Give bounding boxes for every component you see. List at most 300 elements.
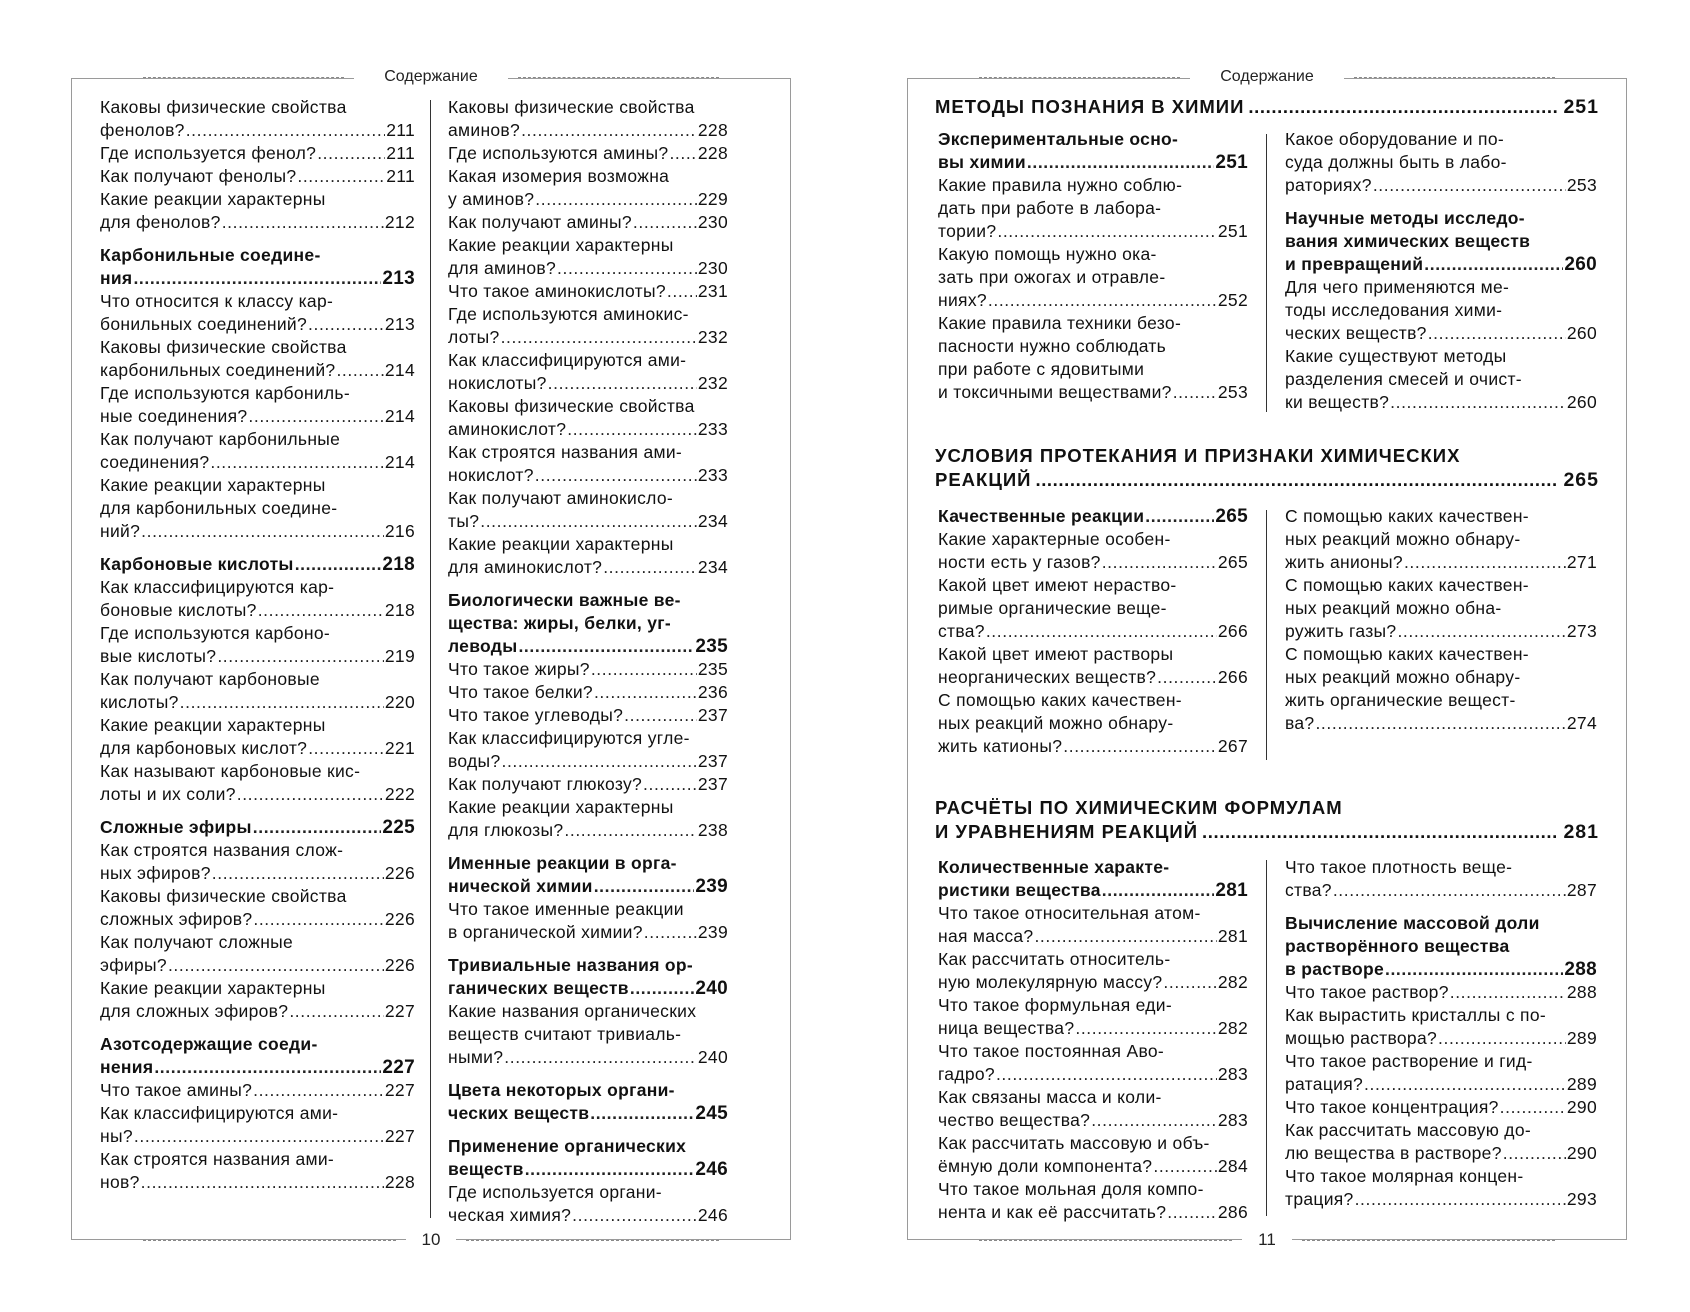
dot-leader — [133, 267, 381, 290]
entry-line: Как классифицируются угле- — [448, 728, 690, 748]
entry-line: Как классифицируются ами- — [100, 1103, 339, 1123]
entry-line: воды? — [448, 751, 501, 771]
entry-line: суда должны быть в лабо- — [1285, 152, 1507, 172]
entry-line: Где используются аминокис- — [448, 304, 689, 324]
toc-column-right-1 — [938, 505, 1248, 758]
toc-entry — [1285, 128, 1597, 197]
entry-last-line — [448, 819, 728, 842]
entry-last-line — [100, 211, 415, 234]
chapter-line: РЕАКЦИЙ — [935, 469, 1032, 490]
toc-entry — [448, 303, 728, 349]
page-ref: 233 — [697, 419, 728, 439]
entry-line: Азотсодержащие соеди- — [100, 1034, 318, 1054]
page-ref: 216 — [384, 521, 415, 541]
chapter-last-line — [935, 468, 1599, 492]
entry-last-line — [100, 359, 415, 382]
entry-line: нической химии — [448, 876, 593, 896]
entry-line: Какая изомерия возможна — [448, 166, 670, 186]
toc-entry — [1285, 1165, 1597, 1211]
entry-last-line — [1285, 1096, 1597, 1119]
entry-line: Сложные эфиры — [100, 817, 252, 837]
toc-entry — [448, 234, 728, 280]
entry-line: разделения смесей и очист- — [1285, 369, 1522, 389]
entry-last-line — [448, 510, 728, 533]
dot-leader — [141, 520, 384, 543]
entry-line: ные соединения? — [100, 406, 248, 426]
dot-leader — [591, 658, 697, 681]
page-ref: 239 — [695, 876, 728, 897]
page-ref: 283 — [1217, 1110, 1248, 1130]
toc-entry — [938, 994, 1248, 1040]
entry-line: ства? — [1285, 880, 1332, 900]
dot-leader — [567, 418, 697, 441]
entry-line: Как вырастить кристаллы с по- — [1285, 1005, 1546, 1025]
entry-line: Какую помощь нужно ока- — [938, 244, 1157, 264]
entry-line: Где используются карбоно- — [100, 623, 331, 643]
entry-line: ниях? — [938, 290, 987, 310]
dot-leader — [1364, 1073, 1566, 1096]
dot-leader — [1355, 1188, 1566, 1211]
entry-line: для карбоновых кислот? — [100, 738, 308, 758]
toc-section — [100, 553, 415, 576]
entry-line: Что такое именные реакции — [448, 899, 684, 919]
entry-line: Как рассчитать массовую и объ- — [938, 1133, 1210, 1153]
entry-last-line — [100, 1056, 415, 1079]
entry-line: Как получают амины? — [448, 212, 632, 232]
entry-line: тоды исследования хими- — [1285, 300, 1503, 320]
entry-line: ческих веществ? — [1285, 323, 1427, 343]
entry-line: Каковы физические свойства — [448, 396, 695, 416]
entry-line: ница вещества? — [938, 1018, 1075, 1038]
page-ref: 211 — [386, 166, 415, 186]
entry-line: Какие реакции характерны — [100, 715, 326, 735]
page-ref: 260 — [1564, 254, 1597, 275]
dot-leader — [1063, 735, 1217, 758]
entry-line: Качественные реакции — [938, 506, 1145, 526]
toc-entry — [1285, 345, 1597, 414]
toc-entry — [938, 528, 1248, 574]
page-ref: 225 — [382, 817, 415, 838]
dot-leader — [1157, 666, 1217, 689]
entry-line: нокислоты? — [448, 373, 547, 393]
entry-last-line — [100, 816, 415, 839]
page-ref: 293 — [1566, 1189, 1597, 1209]
entry-line: в органической химии? — [448, 922, 643, 942]
toc-section — [448, 589, 728, 658]
toc-entry — [100, 142, 415, 165]
entry-line: Какие реакции характерны — [448, 534, 674, 554]
toc-entry — [938, 948, 1248, 994]
page-ref: 251 — [1217, 221, 1248, 241]
entry-line: Какие реакции характерны — [100, 475, 326, 495]
toc-column-right-2 — [1285, 128, 1597, 414]
page-ref: 265 — [1217, 552, 1248, 572]
entry-line: Как рассчитать относитель- — [938, 949, 1171, 969]
entry-last-line — [448, 704, 728, 727]
toc-entry — [100, 96, 415, 142]
dot-leader — [1163, 971, 1216, 994]
toc-entry — [100, 760, 415, 806]
entry-last-line — [448, 658, 728, 681]
toc-entry — [448, 898, 728, 944]
entry-last-line — [448, 211, 728, 234]
entry-line: Какие правила нужно соблю- — [938, 175, 1183, 195]
page-ref: 252 — [1217, 290, 1248, 310]
dot-leader — [217, 645, 384, 668]
dot-leader — [212, 862, 384, 885]
entry-last-line — [448, 464, 728, 487]
page-number — [907, 1227, 1627, 1253]
entry-line: для аминокислот? — [448, 557, 603, 577]
dot-leader — [336, 359, 383, 382]
toc-entry — [448, 681, 728, 704]
toc-entry — [1285, 643, 1597, 735]
entry-last-line — [1285, 322, 1597, 345]
entry-line: Как получают аминокисло- — [448, 488, 673, 508]
dot-leader — [667, 280, 697, 303]
dot-leader — [308, 737, 384, 760]
entry-line: боновые кислоты? — [100, 600, 257, 620]
entry-line: для карбонильных соедине- — [100, 498, 338, 518]
entry-last-line — [100, 313, 415, 336]
entry-line: Какие реакции характерны — [100, 189, 326, 209]
page-ref: 226 — [384, 863, 415, 883]
chapter-line: УСЛОВИЯ ПРОТЕКАНИЯ И ПРИЗНАКИ ХИМИЧЕСКИХ — [935, 445, 1461, 466]
entry-last-line — [100, 451, 415, 474]
entry-line: Как получают глюкозу? — [448, 774, 643, 794]
entry-line: жить анионы? — [1285, 552, 1403, 572]
entry-last-line — [448, 119, 728, 142]
entry-line: С помощью каких качествен- — [1285, 644, 1529, 664]
toc-entry — [1285, 856, 1597, 902]
entry-last-line — [448, 750, 728, 773]
dot-leader — [1173, 381, 1217, 404]
toc-entry — [938, 1178, 1248, 1224]
entry-line: ных реакций можно обнару- — [1285, 529, 1521, 549]
toc-entry — [100, 839, 415, 885]
dot-leader — [237, 783, 384, 806]
entry-line: ных реакций можно обнару- — [1285, 667, 1521, 687]
page-ref: 238 — [697, 820, 728, 840]
toc-entry — [100, 474, 415, 543]
dot-leader — [564, 819, 696, 842]
page-ref: 260 — [1566, 323, 1597, 343]
entry-line: С помощью каких качествен- — [1285, 506, 1529, 526]
toc-section — [938, 505, 1248, 528]
toc-entry — [100, 188, 415, 234]
entry-line: Что такое белки? — [448, 682, 593, 702]
entry-line: Что такое раствор? — [1285, 982, 1449, 1002]
entry-line: Каковы физические свойства — [100, 97, 347, 117]
entry-line: Что такое относительная атом- — [938, 903, 1201, 923]
dot-leader — [1034, 925, 1216, 948]
dot-leader — [1102, 879, 1215, 902]
page-ref: 246 — [695, 1159, 728, 1180]
entry-last-line — [1285, 1073, 1597, 1096]
dot-leader — [253, 1079, 384, 1102]
entry-line: Где используется фенол? — [100, 143, 317, 163]
page-ref: 266 — [1217, 621, 1248, 641]
page-ref: 227 — [384, 1080, 415, 1100]
entry-line: Как называют карбоновые кис- — [100, 761, 361, 781]
entry-line: Что относится к классу кар- — [100, 291, 334, 311]
entry-line: Где используется органи- — [448, 1182, 662, 1202]
entry-line: Как получают фенолы? — [100, 166, 297, 186]
toc-entry — [1285, 276, 1597, 345]
entry-last-line — [1285, 712, 1597, 735]
page-ref: 212 — [384, 212, 415, 232]
toc-entry — [448, 395, 728, 441]
toc-entry — [1285, 1096, 1597, 1119]
page-ref: 228 — [384, 1172, 415, 1192]
entry-last-line — [100, 520, 415, 543]
entry-last-line — [1285, 1188, 1597, 1211]
entry-line: веществ считают тривиаль- — [448, 1024, 682, 1044]
dot-leader — [1248, 95, 1559, 119]
entry-line: неорганических веществ? — [938, 667, 1157, 687]
entry-last-line — [448, 372, 728, 395]
dot-leader — [501, 750, 696, 773]
entry-last-line — [448, 556, 728, 579]
dot-leader — [633, 211, 697, 234]
dot-leader — [997, 220, 1217, 243]
toc-entry — [448, 533, 728, 579]
dot-leader — [168, 954, 384, 977]
dot-leader — [186, 119, 385, 142]
entry-line: эфиры? — [100, 955, 167, 975]
entry-last-line — [938, 925, 1248, 948]
chapter-line: РАСЧЁТЫ ПО ХИМИЧЕСКИМ ФОРМУЛАМ — [935, 797, 1343, 818]
entry-last-line — [938, 1201, 1248, 1224]
dot-leader — [1500, 1096, 1566, 1119]
entry-last-line — [100, 1125, 415, 1148]
running-head — [907, 64, 1627, 90]
entry-line: лоты и их соли? — [100, 784, 236, 804]
toc-entry — [448, 487, 728, 533]
dot-leader — [289, 1000, 384, 1023]
entry-line: ческих веществ — [448, 1103, 590, 1123]
entry-last-line — [100, 119, 415, 142]
entry-line: Какие названия органических — [448, 1001, 697, 1021]
page-ref: 228 — [697, 143, 728, 163]
entry-last-line — [448, 635, 728, 658]
entry-line: для сложных эфиров? — [100, 1001, 289, 1021]
entry-line: Как получают карбоновые — [100, 669, 320, 689]
toc-entry — [448, 349, 728, 395]
entry-last-line — [448, 257, 728, 280]
toc-section — [938, 128, 1248, 174]
entry-last-line — [938, 381, 1248, 404]
entry-line: Экспериментальные осно- — [938, 129, 1179, 149]
dot-leader — [253, 816, 382, 839]
toc-entry — [938, 1132, 1248, 1178]
entry-line: Какие правила техники безо- — [938, 313, 1182, 333]
dot-leader — [669, 142, 696, 165]
entry-last-line — [100, 783, 415, 806]
dot-leader — [594, 875, 695, 898]
entry-last-line — [938, 1063, 1248, 1086]
toc-entry — [1285, 574, 1597, 643]
entry-line: Как строятся названия слож- — [100, 840, 344, 860]
entry-line: нокислот? — [448, 465, 534, 485]
entry-line: и превращений — [1285, 254, 1424, 274]
toc-entry — [100, 668, 415, 714]
column-divider — [1266, 510, 1267, 760]
entry-line: ний? — [100, 521, 141, 541]
toc-entry — [1285, 981, 1597, 1004]
entry-last-line — [448, 773, 728, 796]
dot-leader — [248, 405, 383, 428]
page-ref: 251 — [1215, 152, 1248, 173]
entry-line: гадро? — [938, 1064, 995, 1084]
entry-last-line — [448, 142, 728, 165]
toc-entry — [448, 441, 728, 487]
chapter-heading — [935, 95, 1599, 119]
entry-last-line — [100, 1171, 415, 1194]
toc-section — [448, 1135, 728, 1181]
entry-line: ны? — [100, 1126, 133, 1146]
dot-leader — [572, 1204, 697, 1227]
dot-leader — [548, 372, 697, 395]
page-ref: 214 — [384, 452, 415, 472]
entry-line: ки веществ? — [1285, 392, 1390, 412]
entry-line: Для чего применяются ме- — [1285, 277, 1510, 297]
entry-last-line — [938, 620, 1248, 643]
dot-leader — [986, 620, 1217, 643]
entry-line: у аминов? — [448, 189, 535, 209]
entry-line: мощью раствора? — [1285, 1028, 1438, 1048]
entry-line: лю вещества в растворе? — [1285, 1143, 1502, 1163]
entry-line: Что такое углеводы? — [448, 705, 624, 725]
page-ref: 231 — [697, 281, 728, 301]
toc-entry — [448, 1000, 728, 1069]
toc-entry — [448, 658, 728, 681]
entry-line: жить катионы? — [938, 736, 1063, 756]
entry-line: ная масса? — [938, 926, 1034, 946]
dot-leader — [590, 1102, 694, 1125]
page-ref: 287 — [1566, 880, 1597, 900]
entry-line: чество вещества? — [938, 1110, 1091, 1130]
page-ref: 237 — [697, 774, 728, 794]
toc-entry — [938, 689, 1248, 758]
entry-line: нента и как её рассчитать? — [938, 1202, 1167, 1222]
entry-line: Что такое мольная доля компо- — [938, 1179, 1204, 1199]
toc-entry — [100, 290, 415, 336]
dot-leader — [644, 921, 697, 944]
entry-line: Что такое формульная еди- — [938, 995, 1172, 1015]
entry-last-line — [938, 289, 1248, 312]
entry-last-line — [100, 267, 415, 290]
dot-leader — [557, 257, 697, 280]
page-ref: 237 — [697, 751, 728, 771]
page-ref: 271 — [1566, 552, 1597, 572]
dot-leader — [141, 1171, 384, 1194]
page-ref: 283 — [1217, 1064, 1248, 1084]
running-head-text: Содержание — [1190, 68, 1344, 86]
entry-last-line — [448, 188, 728, 211]
entry-line: тории? — [938, 221, 997, 241]
dot-leader — [535, 188, 697, 211]
entry-last-line — [100, 862, 415, 885]
toc-section — [100, 1033, 415, 1079]
dot-leader — [1390, 391, 1566, 414]
chapter-heading — [935, 796, 1599, 844]
entry-line: ческая химия? — [448, 1205, 572, 1225]
page-ref: 228 — [697, 120, 728, 140]
entry-line: Как рассчитать массовую до- — [1285, 1120, 1531, 1140]
entry-last-line — [938, 1155, 1248, 1178]
entry-line: ния — [100, 268, 133, 288]
entry-last-line — [448, 1158, 728, 1181]
page-ref: 220 — [384, 692, 415, 712]
entry-last-line — [448, 977, 728, 1000]
entry-line: Как получают карбонильные — [100, 429, 341, 449]
entry-line: ных эфиров? — [100, 863, 211, 883]
entry-line: ристики вещества — [938, 880, 1101, 900]
entry-last-line — [938, 971, 1248, 994]
page-ref: 267 — [1217, 736, 1248, 756]
entry-line: для глюкозы? — [448, 820, 564, 840]
entry-line: Как классифицируются ами- — [448, 350, 687, 370]
page-number-text: 11 — [1242, 1230, 1292, 1250]
entry-line: Что такое амины? — [100, 1080, 253, 1100]
page-ref: 232 — [697, 327, 728, 347]
page-ref: 290 — [1566, 1143, 1597, 1163]
entry-line: трация? — [1285, 1189, 1354, 1209]
toc-entry — [938, 643, 1248, 689]
entry-line: ства? — [938, 621, 985, 641]
page-ref: 218 — [384, 600, 415, 620]
column-divider — [1266, 860, 1267, 1216]
page-ref: 233 — [697, 465, 728, 485]
entry-last-line — [100, 553, 415, 576]
entry-last-line — [938, 220, 1248, 243]
page-ref: 211 — [386, 143, 415, 163]
entry-line: Как строятся названия ами- — [448, 442, 683, 462]
page-ref: 251 — [1563, 96, 1599, 118]
entry-last-line — [100, 954, 415, 977]
page-ref: 229 — [697, 189, 728, 209]
page-ref: 253 — [1566, 175, 1597, 195]
entry-line: Как связаны масса и коли- — [938, 1087, 1162, 1107]
entry-line: Количественные характе- — [938, 857, 1170, 877]
entry-line: веществ — [448, 1159, 524, 1179]
entry-line: дать при работе в лабора- — [938, 198, 1162, 218]
dot-leader — [180, 691, 384, 714]
entry-line: ты? — [448, 511, 480, 531]
toc-entry — [448, 142, 728, 165]
page-ref: 226 — [384, 955, 415, 975]
entry-last-line — [448, 681, 728, 704]
toc-entry — [1285, 1004, 1597, 1050]
entry-line: Как классифицируются кар- — [100, 577, 335, 597]
entry-line: раториях? — [1285, 175, 1372, 195]
entry-last-line — [100, 737, 415, 760]
page-ref: 290 — [1566, 1097, 1597, 1117]
page-ref: 240 — [695, 978, 728, 999]
entry-line: Что такое постоянная Аво- — [938, 1041, 1165, 1061]
toc-column-left-1 — [100, 96, 415, 1194]
page-ref: 214 — [384, 406, 415, 426]
entry-line: Какой цвет имеют нераство- — [938, 575, 1177, 595]
entry-last-line — [100, 142, 415, 165]
dot-leader — [1428, 322, 1566, 345]
entry-line: Что такое молярная концен- — [1285, 1166, 1524, 1186]
page-ref: 218 — [382, 554, 415, 575]
entry-line: и токсичными веществами? — [938, 382, 1172, 402]
entry-line: Что такое аминокислоты? — [448, 281, 666, 301]
toc-entry — [1285, 1050, 1597, 1096]
